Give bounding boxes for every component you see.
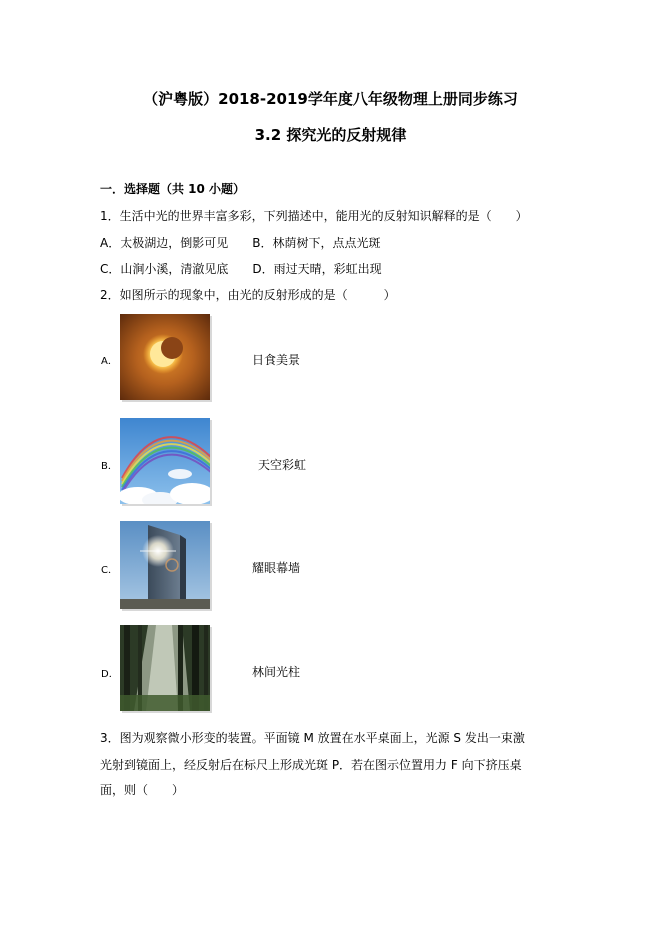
- question-3-line-2: 光射到镜面上，经反射后在标尺上形成光斑 P．若在图示位置用力 F 向下挤压桌: [100, 758, 522, 772]
- question-1-options-row-1: A．太极湖边，倒影可见 B．林荫树下，点点光斑: [100, 236, 381, 250]
- question-1-stem: 1．生活中光的世界丰富多彩，下列描述中，能用光的反射知识解释的是（ ）: [100, 209, 528, 223]
- option-c-label: C．: [101, 565, 118, 576]
- question-3-line-3: 面，则（ ）: [100, 783, 185, 797]
- question-2-stem: 2．如图所示的现象中，由光的反射形成的是（ ）: [100, 288, 396, 302]
- question-1-options-row-2: C．山涧小溪，清澈见底 D．雨过天晴，彩虹出现: [100, 262, 382, 276]
- section-heading: 一．选择题（共 10 小题）: [100, 182, 246, 196]
- option-c-caption: 耀眼幕墙: [252, 561, 301, 575]
- document-title: （沪粤版）2018-2019学年度八年级物理上册同步练习: [143, 90, 518, 108]
- option-a-label: A．: [101, 356, 118, 367]
- glass-curtain-wall-image: [120, 521, 210, 609]
- rainbow-image: [120, 418, 210, 504]
- option-a-caption: 日食美景: [252, 353, 301, 367]
- option-b-label: B．: [101, 461, 118, 472]
- question-3-line-1: 3．图为观察微小形变的装置。平面镜 M 放置在水平桌面上，光源 S 发出一束激: [100, 731, 525, 745]
- option-d-label: D．: [101, 669, 119, 680]
- option-d-caption: 林间光柱: [252, 665, 301, 679]
- forest-light-beams-image: [120, 625, 210, 711]
- lesson-title: 3.2 探究光的反射规律: [254, 126, 407, 144]
- option-b-caption: 天空彩虹: [258, 458, 307, 472]
- solar-eclipse-image: [120, 314, 210, 400]
